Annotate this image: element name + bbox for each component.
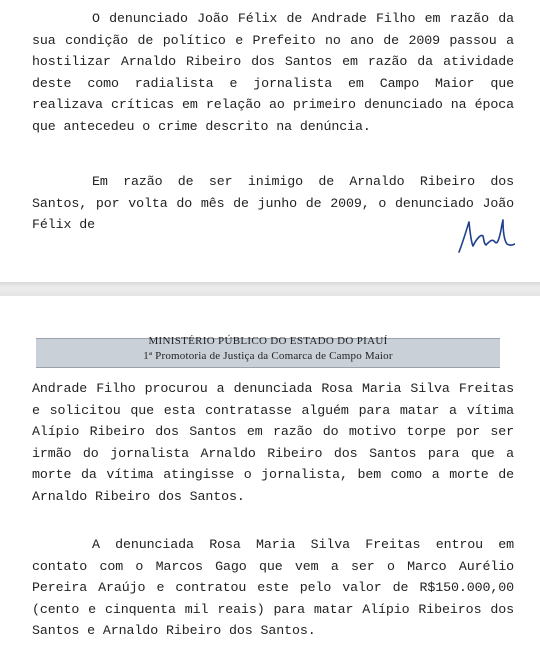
letterhead-title: MINISTÉRIO PÚBLICO DO ESTADO DO PIAUÍ <box>148 335 388 347</box>
letterhead-subtitle: 1ª Promotoria de Justiça da Comarca de Campo Maior <box>143 350 393 362</box>
paragraph-hostility: O denunciado João Félix de Andrade Filho em razão da sua condição de político e Prefeito no ano de 2009 passou a hostilizar Arnaldo Ribeiro dos Santos em razão da atividade deste como radialista e jornalista em Campo Maior que realizava críticas em relação ao primeiro denunciado na época que antecedeu o crime descrito na denúncia. <box>32 11 514 134</box>
document-page-top <box>0 0 540 282</box>
document-page-bottom <box>0 296 540 649</box>
paragraph-continuation: Andrade Filho procurou a denunciada Rosa Maria Silva Freitas e solicitou que esta contratasse alguém para matar a vítima Alípio Ribeiro dos Santos em razão do motivo torpe por ser irmão do jornalista Arnaldo Ribeiro dos Santos para que a morte da vítima atingisse o jornalista, bem como a morte de Arnaldo Ribeiro dos Santos. <box>32 381 514 504</box>
page-gap <box>0 282 540 296</box>
signature-mark <box>455 212 515 256</box>
paragraph-contract: A denunciada Rosa Maria Silva Freitas entrou em contato com o Marcos Gago que vem a ser o Marco Aurélio Pereira Araújo e contratou este pelo valor de R$150.000,00 (cento e cinquenta mil reais) para matar Alípio Ribeiros dos Santos e Arnaldo Ribeiro dos Santos. <box>32 537 514 639</box>
paragraph-enemy: Em razão de ser inimigo de Arnaldo Ribeiro dos Santos, por volta do mês de junho de 2009, o denunciado João Félix de <box>32 174 514 233</box>
